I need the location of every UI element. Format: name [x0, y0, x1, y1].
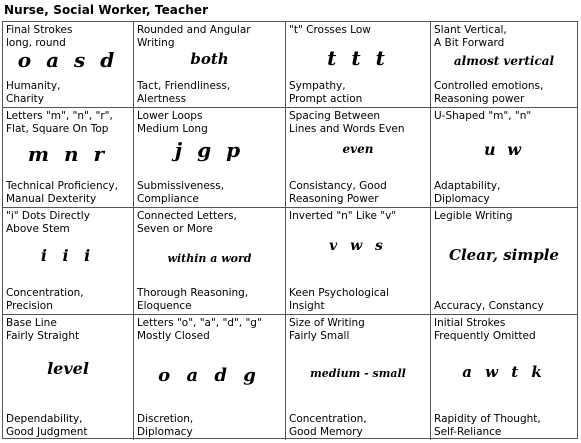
handwriting-sample: o a d g: [158, 365, 261, 386]
table-cell: [3, 315, 134, 440]
handwriting-sample: u w: [484, 140, 524, 159]
cell-heading: Size of Writing Fairly Small: [289, 317, 365, 342]
cell-heading: U-Shaped "m", "n": [434, 110, 532, 122]
table-cell: [3, 22, 134, 108]
cell-traits: Thorough Reasoning, Eloquence: [137, 287, 249, 312]
handwriting-sample: both: [190, 50, 229, 68]
table-cell: [286, 315, 431, 440]
table-cell: [134, 22, 286, 108]
cell-traits: Dependability, Good Judgment: [6, 413, 88, 438]
cell-traits: Concentration, Precision: [6, 287, 84, 312]
table-cell: [286, 208, 431, 315]
table-cell: [286, 22, 431, 108]
cell-traits: Accuracy, Constancy: [434, 299, 544, 312]
page-title: Nurse, Social Worker, Teacher: [4, 3, 209, 17]
handwriting-sample: almost vertical: [453, 54, 555, 68]
handwriting-sample: m n r: [27, 142, 109, 166]
cell-traits: Technical Proficiency, Manual Dexterity: [6, 180, 118, 205]
table-cell: [431, 315, 577, 440]
cell-heading: Connected Letters, Seven or More: [137, 210, 237, 235]
cell-traits: Controlled emotions, Reasoning power: [434, 80, 544, 105]
handwriting-sample: a w t k: [462, 363, 546, 381]
cell-traits: Sympathy, Prompt action: [289, 80, 363, 105]
handwriting-sample: medium - small: [310, 367, 406, 380]
handwriting-sample: t t t: [327, 46, 389, 70]
handwriting-sample: j g p: [174, 138, 245, 162]
cell-traits: Submissiveness, Compliance: [137, 180, 225, 205]
cell-heading: Inverted "n" Like "v": [289, 210, 397, 222]
table-cell: [134, 315, 286, 440]
cell-heading: "i" Dots Directly Above Stem: [6, 210, 90, 235]
cell-heading: Base Line Fairly Straight: [6, 317, 80, 342]
cell-traits: Tact, Friendliness, Alertness: [137, 80, 231, 105]
handwriting-sample: o a s d: [17, 48, 119, 72]
cell-traits: Keen Psychological Insight: [289, 287, 390, 312]
cell-heading: Slant Vertical, A Bit Forward: [434, 24, 507, 49]
table-cell: [431, 208, 577, 315]
traits-table: [2, 21, 578, 439]
cell-traits: Adaptability, Diplomacy: [434, 180, 501, 205]
cell-heading: Letters "o", "a", "d", "g" Mostly Closed: [137, 317, 262, 342]
table-cell: [134, 108, 286, 208]
table-cell: [286, 108, 431, 208]
table-cell: [134, 208, 286, 315]
cell-heading: Rounded and Angular Writing: [137, 24, 251, 49]
table-cell: [3, 108, 134, 208]
cell-heading: Letters "m", "n", "r", Flat, Square On Top: [6, 110, 113, 135]
handwriting-sample: i i i: [40, 246, 96, 265]
cell-traits: Consistancy, Good Reasoning Power: [289, 180, 387, 205]
cell-traits: Humanity, Charity: [6, 80, 61, 105]
cell-traits: Rapidity of Thought, Self-Reliance: [434, 413, 541, 438]
handwriting-sample: even: [342, 142, 374, 156]
table-cell: [3, 208, 134, 315]
cell-heading: Lower Loops Medium Long: [137, 110, 208, 135]
cell-traits: Discretion, Diplomacy: [137, 413, 194, 438]
handwriting-sample: Clear, simple: [449, 246, 559, 264]
handwriting-sample: v w s: [329, 238, 387, 254]
cell-heading: Legible Writing: [434, 210, 513, 222]
handwriting-sample: level: [47, 359, 89, 378]
cell-heading: Spacing Between Lines and Words Even: [289, 110, 405, 135]
handwriting-sample: within a word: [167, 252, 252, 265]
table-cell: [431, 22, 577, 108]
cell-heading: "t" Crosses Low: [289, 24, 371, 36]
table-cell: [431, 108, 577, 208]
cell-heading: Final Strokes long, round: [6, 24, 73, 49]
cell-heading: Initial Strokes Frequently Omitted: [434, 317, 536, 342]
cell-traits: Concentration, Good Memory: [289, 413, 367, 438]
